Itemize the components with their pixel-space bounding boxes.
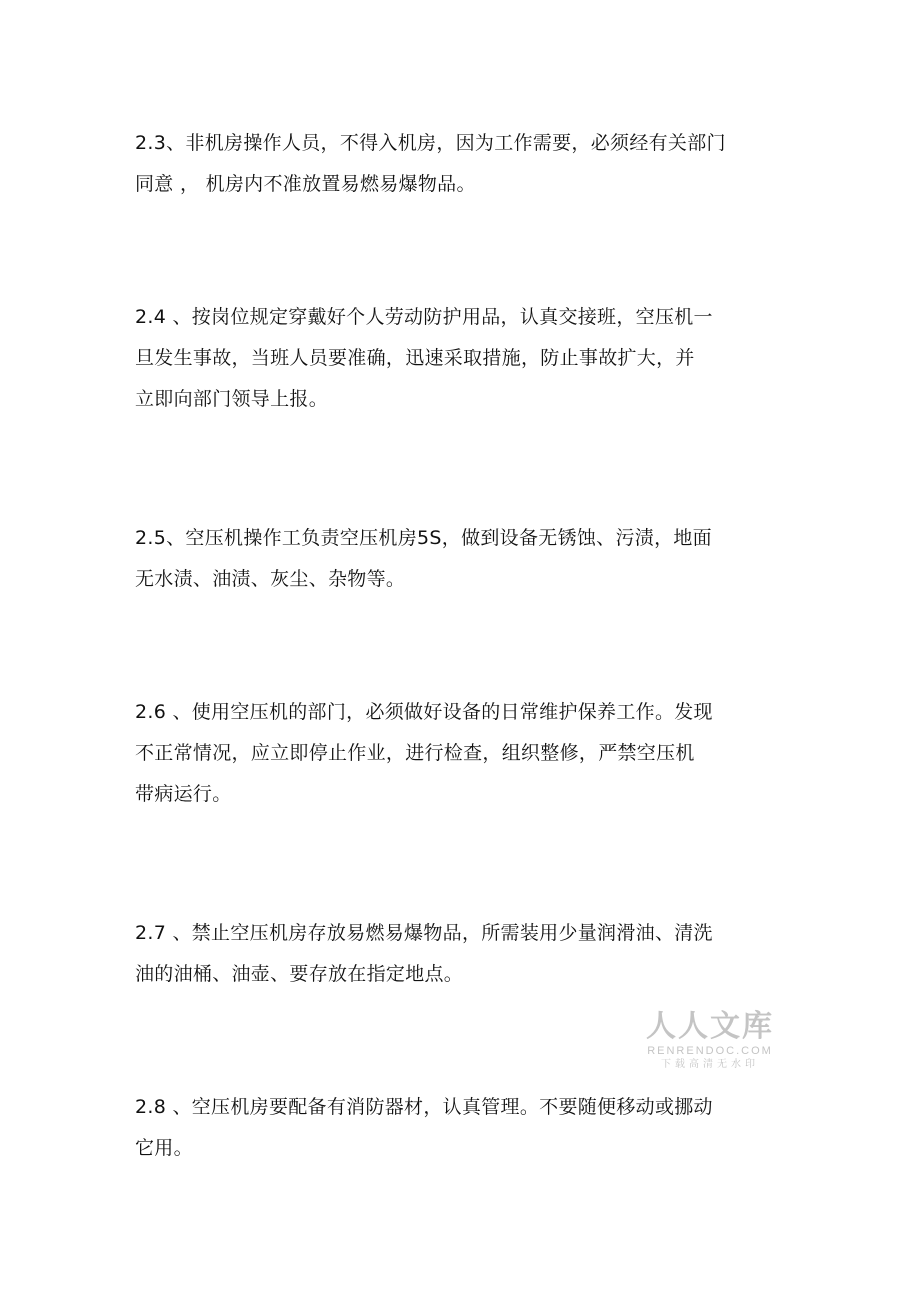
paragraph-2-4	[135, 297, 775, 420]
paragraph-line: 同意 ， 机房内不准放置易燃易爆物品。	[135, 173, 476, 195]
paragraph-2-5	[135, 518, 775, 600]
paragraph-line: 立即向部门领导上报。	[135, 388, 329, 410]
watermark-logo	[645, 1010, 775, 1072]
paragraph-line: 旦发生事故，当班人员要准确，迅速采取措施，防止事故扩大，并	[135, 347, 695, 369]
watermark-domain: RENRENDOC.COM	[647, 1045, 773, 1057]
paragraph-line: 油的油桶、油壶、要存放在指定地点。	[135, 963, 464, 985]
paragraph-line: 2.6 、使用空压机的部门，必须做好设备的日常维护保养工作。发现	[135, 701, 713, 723]
paragraph-line: 2.4 、按岗位规定穿戴好个人劳动防护用品，认真交接班，空压机一	[135, 306, 713, 328]
paragraph-line: 2.7 、禁止空压机房存放易燃易爆物品，所需装用少量润滑油、清洗	[135, 922, 713, 944]
watermark-tagline: 下载高清无水印	[661, 1059, 759, 1070]
paragraph-line: 不正常情况，应立即停止作业，进行检查，组织整修，严禁空压机	[135, 742, 695, 764]
paragraph-line: 它用。	[135, 1137, 193, 1159]
watermark-title: 人人文库	[646, 1009, 774, 1044]
paragraph-2-3	[135, 123, 775, 205]
paragraph-2-6	[135, 692, 775, 815]
paragraph-line: 无水渍、油渍、灰尘、杂物等。	[135, 568, 406, 590]
paragraph-line: 带病运行。	[135, 783, 232, 805]
paragraph-line: 2.3、非机房操作人员，不得入机房，因为工作需要，必须经有关部门	[135, 132, 726, 154]
paragraph-2-7	[135, 913, 775, 995]
paragraph-line: 2.5、空压机操作工负责空压机房5S，做到设备无锈蚀、污渍，地面	[135, 527, 712, 549]
paragraph-line: 2.8 、空压机房要配备有消防器材，认真管理。不要随便移动或挪动	[135, 1096, 713, 1118]
paragraph-2-8	[135, 1087, 775, 1169]
